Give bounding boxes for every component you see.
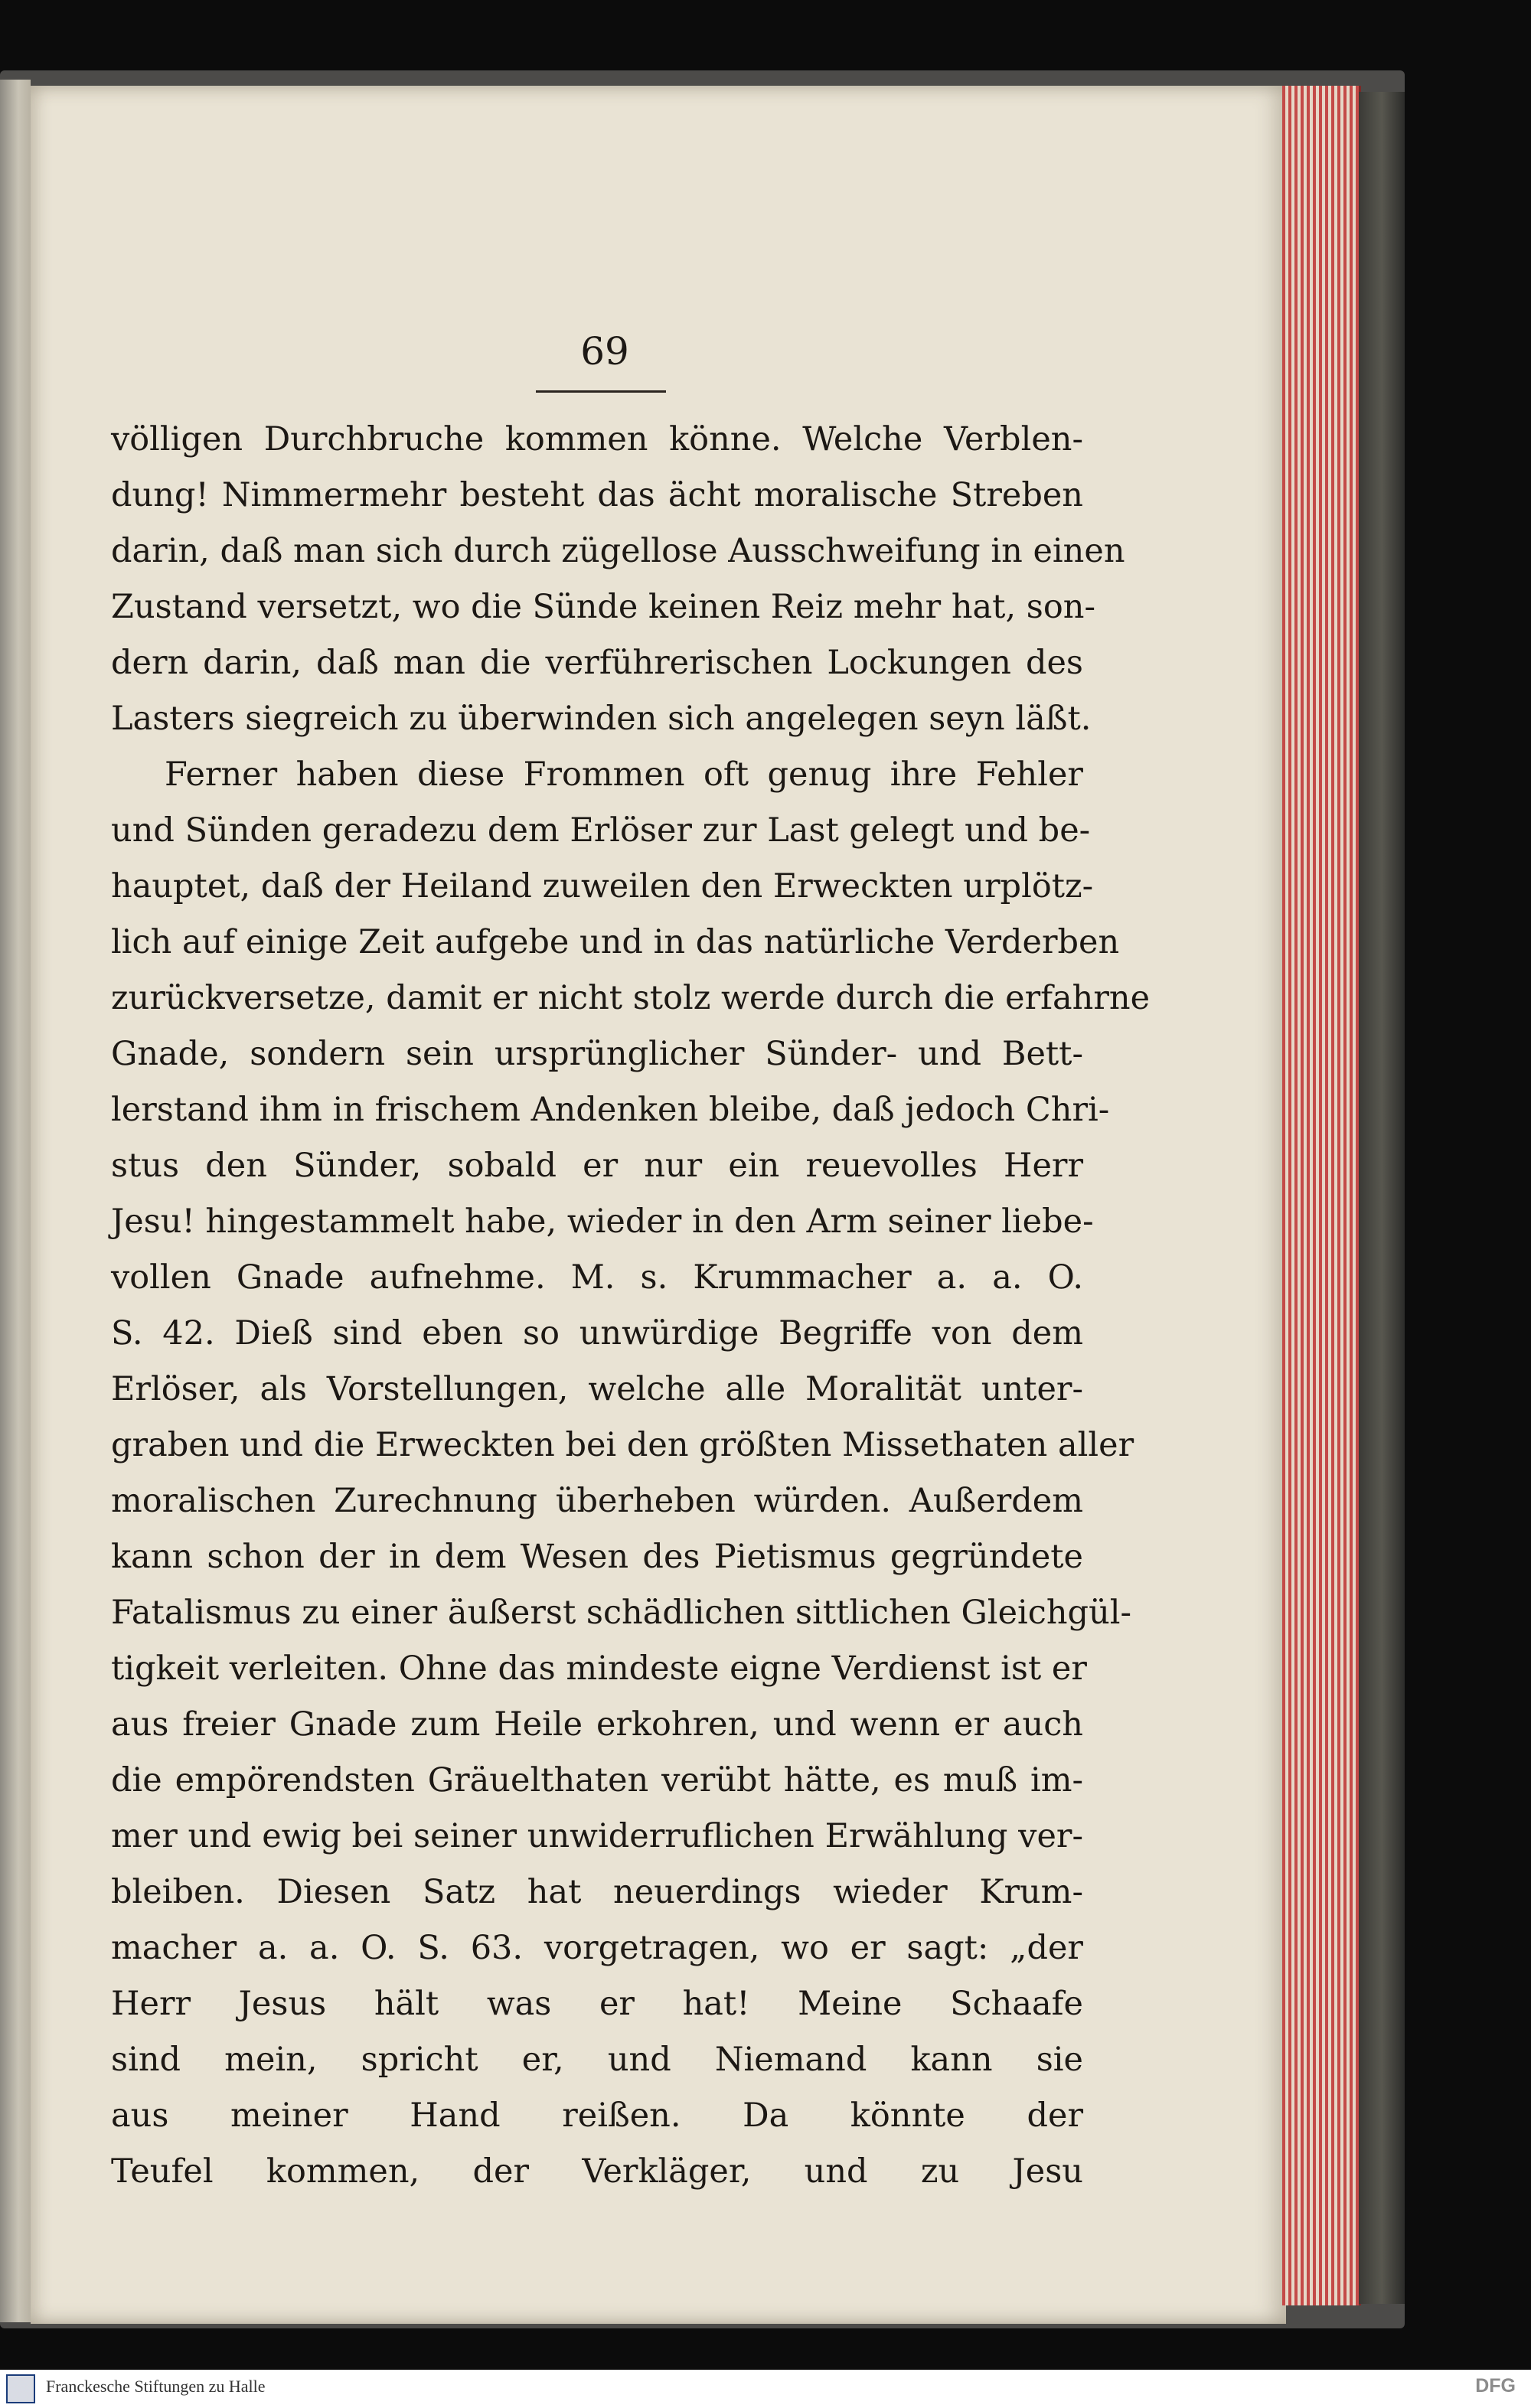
- text-line: Erlöser, als Vorstellungen, welche alle Moralität unter-: [111, 1370, 1083, 1408]
- text-line: aus freier Gnade zum Heile erkohren, und wenn er auch: [111, 1705, 1083, 1744]
- text-line: stus den Sünder, sobald er nur ein reuevolles Herr: [111, 1147, 1083, 1185]
- cover-edge: [1359, 92, 1405, 2304]
- facing-page-edge: [0, 80, 31, 2322]
- institution-logo-icon: [6, 2374, 35, 2403]
- text-line: mer und ewig bei seiner unwiderruflichen Erwählung ver-: [111, 1817, 1083, 1855]
- text-line: dern darin, daß man die verführerischen Lockungen des: [111, 644, 1083, 682]
- text-line: Zustand versetzt, wo die Sünde keinen Reiz mehr hat, son-: [111, 588, 1095, 626]
- book-page: [31, 86, 1286, 2324]
- text-line: lich auf einige Zeit aufgebe und in das natürliche Verderben: [111, 923, 1120, 961]
- dfg-badge: DFG: [1475, 2375, 1516, 2397]
- text-line: Herr Jesus hält was er hat! Meine Schaafe: [111, 1985, 1083, 2023]
- text-line: aus meiner Hand reißen. Da könnte der: [111, 2096, 1083, 2135]
- text-line: Gnade, sondern sein ursprünglicher Sünder- und Bett-: [111, 1035, 1083, 1073]
- text-line: und Sünden geradezu dem Erlöser zur Last gelegt und be-: [111, 811, 1091, 850]
- text-line: lerstand ihm in frischem Andenken bleibe, daß jedoch Chri-: [111, 1091, 1110, 1129]
- page-number: 69: [580, 329, 629, 374]
- text-line: Lasters siegreich zu überwinden sich angelegen seyn läßt.: [111, 700, 1092, 738]
- text-line: hauptet, daß der Heiland zuweilen den Erweckten urplötz-: [111, 867, 1094, 905]
- text-line: bleiben. Diesen Satz hat neuerdings wieder Krum-: [111, 1873, 1083, 1911]
- text-line: tigkeit verleiten. Ohne das mindeste eigne Verdienst ist er: [111, 1649, 1087, 1688]
- viewer-footer: [0, 2370, 1531, 2408]
- institution-name: Franckesche Stiftungen zu Halle: [46, 2377, 266, 2396]
- text-line: moralischen Zurechnung überheben würden. Außerdem: [111, 1482, 1083, 1520]
- text-line: Fatalismus zu einer äußerst schädlichen sittlichen Gleichgül-: [111, 1594, 1132, 1632]
- text-line: kann schon der in dem Wesen des Pietismus gegründete: [111, 1538, 1083, 1576]
- text-line: völligen Durchbruche kommen könne. Welche Verblen-: [111, 420, 1083, 458]
- red-page-edges: [1282, 86, 1361, 2305]
- text-line: S. 42. Dieß sind eben so unwürdige Begriffe von dem: [111, 1314, 1083, 1352]
- page-number-rule: [536, 390, 666, 393]
- text-line: darin, daß man sich durch zügellose Ausschweifung in einen: [111, 532, 1125, 570]
- text-line: macher a. a. O. S. 63. vorgetragen, wo er sagt: „der: [111, 1929, 1083, 1967]
- text-line: die empörendsten Gräuelthaten verübt hätte, es muß im-: [111, 1761, 1083, 1799]
- text-line: sind mein, spricht er, und Niemand kann sie: [111, 2041, 1083, 2079]
- text-line: zurückversetze, damit er nicht stolz werde durch die erfahrne: [111, 979, 1151, 1017]
- text-line: Ferner haben diese Frommen oft genug ihre Fehler: [165, 755, 1083, 794]
- page-text: [111, 412, 1151, 2200]
- text-line: Jesu! hingestammelt habe, wieder in den Arm seiner liebe-: [111, 1202, 1094, 1241]
- text-line: graben und die Erweckten bei den größten Missethaten aller: [111, 1426, 1134, 1464]
- text-line: vollen Gnade aufnehme. M. s. Krummacher a. a. O.: [111, 1258, 1083, 1297]
- text-line: dung! Nimmermehr besteht das ächt moralische Streben: [111, 476, 1083, 514]
- text-line: Teufel kommen, der Verkläger, und zu Jesu: [111, 2152, 1083, 2191]
